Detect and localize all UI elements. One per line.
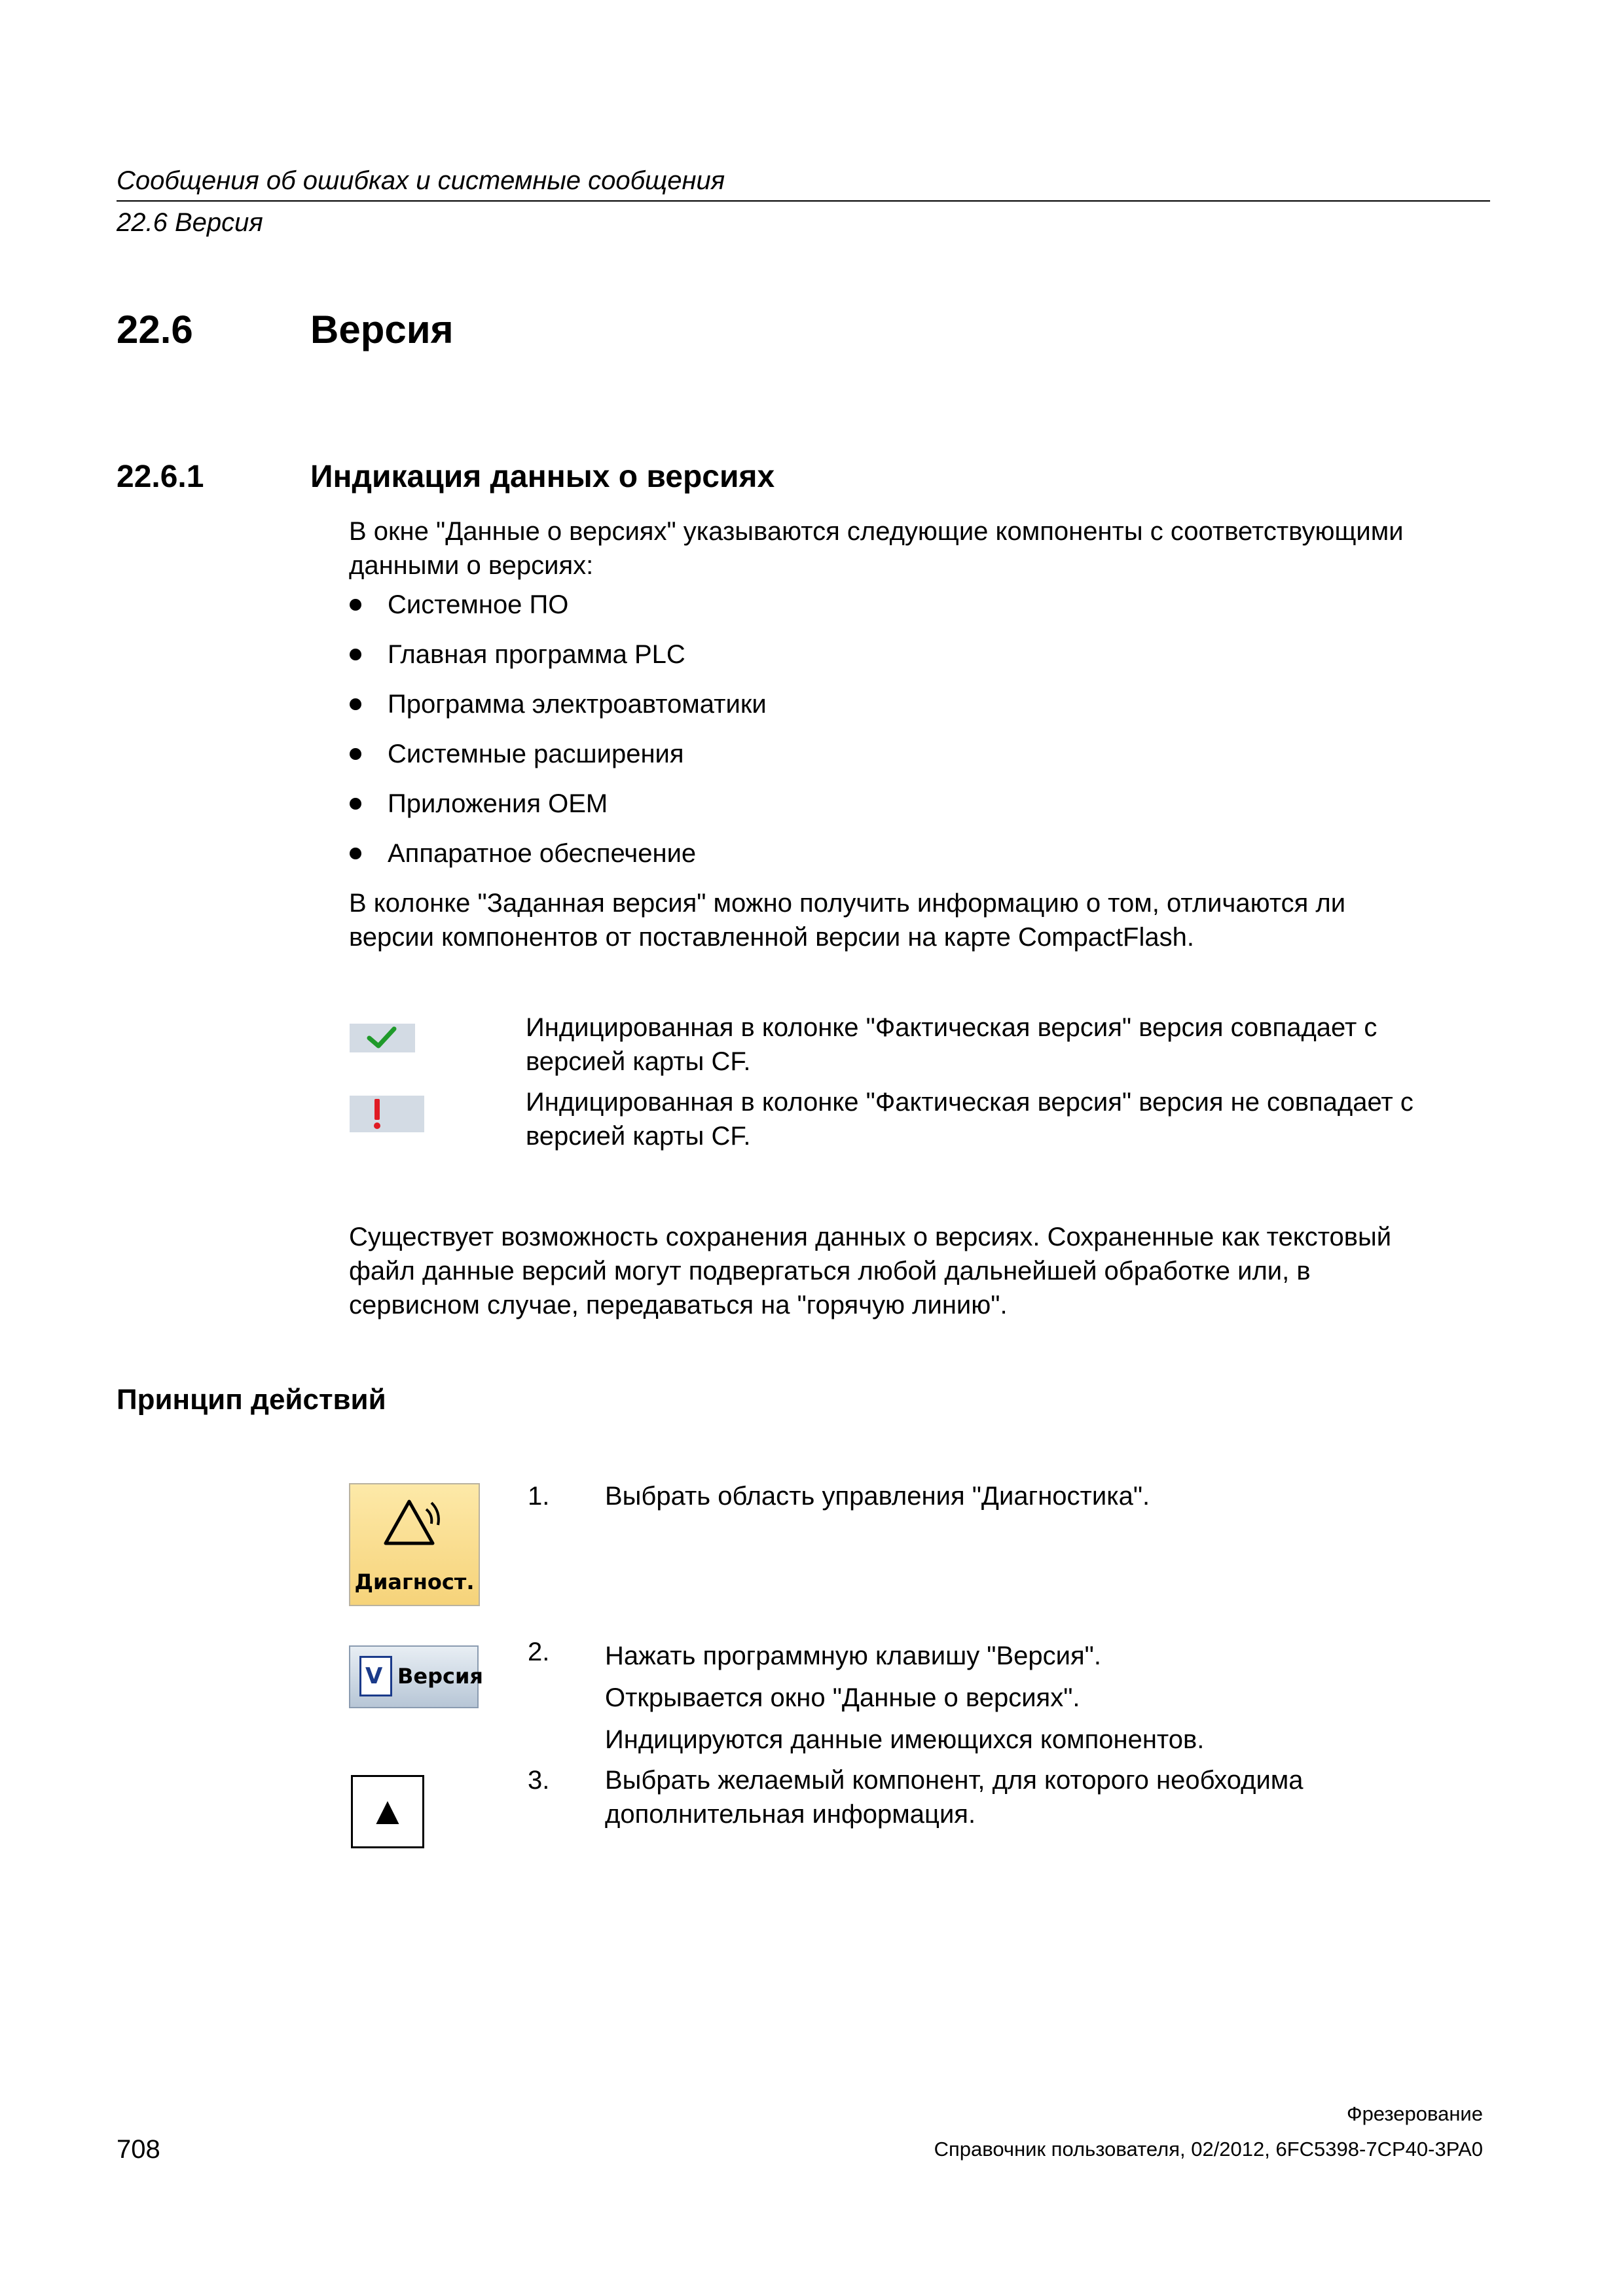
- step-2-number: 2.: [528, 1638, 550, 1666]
- status-match-description: Индицированная в колонке "Фактическая версия" версия совпадает с версией карты CF.: [526, 1013, 1377, 1076]
- intro-line-1: В окне "Данные о версиях" указываются следующие компоненты с соответствующими: [349, 517, 1404, 546]
- warning-triangle-icon: [383, 1495, 448, 1552]
- running-header-section: 22.6 Версия: [117, 208, 263, 237]
- page-number: 708: [117, 2135, 160, 2164]
- section-title: Версия: [310, 308, 454, 351]
- subsection-title: Индикация данных о версиях: [310, 459, 775, 494]
- footer-product: Фрезерование: [1347, 2102, 1483, 2125]
- component-list: [347, 588, 1460, 886]
- version-button-label: Версия: [397, 1664, 483, 1689]
- intro-paragraph: [349, 514, 1475, 583]
- list-item: Системное ПО: [347, 588, 1460, 637]
- bullet-icon: [350, 798, 361, 810]
- header-divider: [117, 200, 1490, 202]
- bullet-icon: [350, 599, 361, 611]
- step-3-text: Выбрать желаемый компонент, для которого необходима дополнительная информация.: [605, 1766, 1304, 1829]
- save-note-paragraph: Существует возможность сохранения данных о версиях. Сохраненные как текстовый файл данные версий могут подвергаться любой дальнейшей обработке или, в сервисном случае, передаваться на "горячую линию".: [349, 1223, 1392, 1319]
- cursor-up-key[interactable]: [351, 1775, 424, 1848]
- bullet-icon: [350, 848, 361, 859]
- exclamation-icon: [350, 1096, 424, 1132]
- intro-line-2: данными о версиях:: [349, 551, 594, 580]
- bullet-icon: [350, 748, 361, 760]
- step-1-text: Выбрать область управления "Диагностика".: [605, 1482, 1150, 1511]
- status-mismatch-description: Индицированная в колонке "Фактическая версия" версия не совпадает с версией карты CF.: [526, 1088, 1413, 1151]
- list-item: Системные расширения: [347, 737, 1460, 787]
- footer-manual: Справочник пользователя, 02/2012, 6FC5398-7CP40-3PA0: [934, 2138, 1483, 2161]
- subsection-number: 22.6.1: [117, 459, 204, 494]
- up-arrow-icon: ▲: [368, 1789, 407, 1833]
- diagnostics-button[interactable]: [349, 1483, 480, 1606]
- list-item: Главная программа PLC: [347, 637, 1460, 687]
- checkmark-icon: [350, 1024, 415, 1052]
- running-header-chapter: Сообщения об ошибках и системные сообщения: [117, 166, 725, 195]
- list-item: Приложения OEM: [347, 787, 1460, 836]
- step-2-text: Нажать программную клавишу "Версия". Открывается окно "Данные о версиях". Индицируются данные имеющихся компонентов.: [605, 1641, 1205, 1754]
- list-item: Аппаратное обеспечение: [347, 836, 1460, 886]
- version-button[interactable]: [349, 1645, 483, 1708]
- version-icon: V: [359, 1656, 392, 1696]
- diagnostics-button-label: Диагност.: [354, 1570, 475, 1594]
- target-version-paragraph: В колонке "Заданная версия" можно получить информацию о том, отличаются ли версии компонентов от поставленной версии на карте CompactFlash.: [349, 889, 1346, 952]
- procedure-heading: Принцип действий: [117, 1384, 386, 1416]
- section-number: 22.6: [117, 308, 193, 351]
- bullet-icon: [350, 698, 361, 710]
- list-item: Программа электроавтоматики: [347, 687, 1460, 737]
- step-3-number: 3.: [528, 1766, 550, 1795]
- bullet-icon: [350, 649, 361, 660]
- step-1-number: 1.: [528, 1482, 550, 1511]
